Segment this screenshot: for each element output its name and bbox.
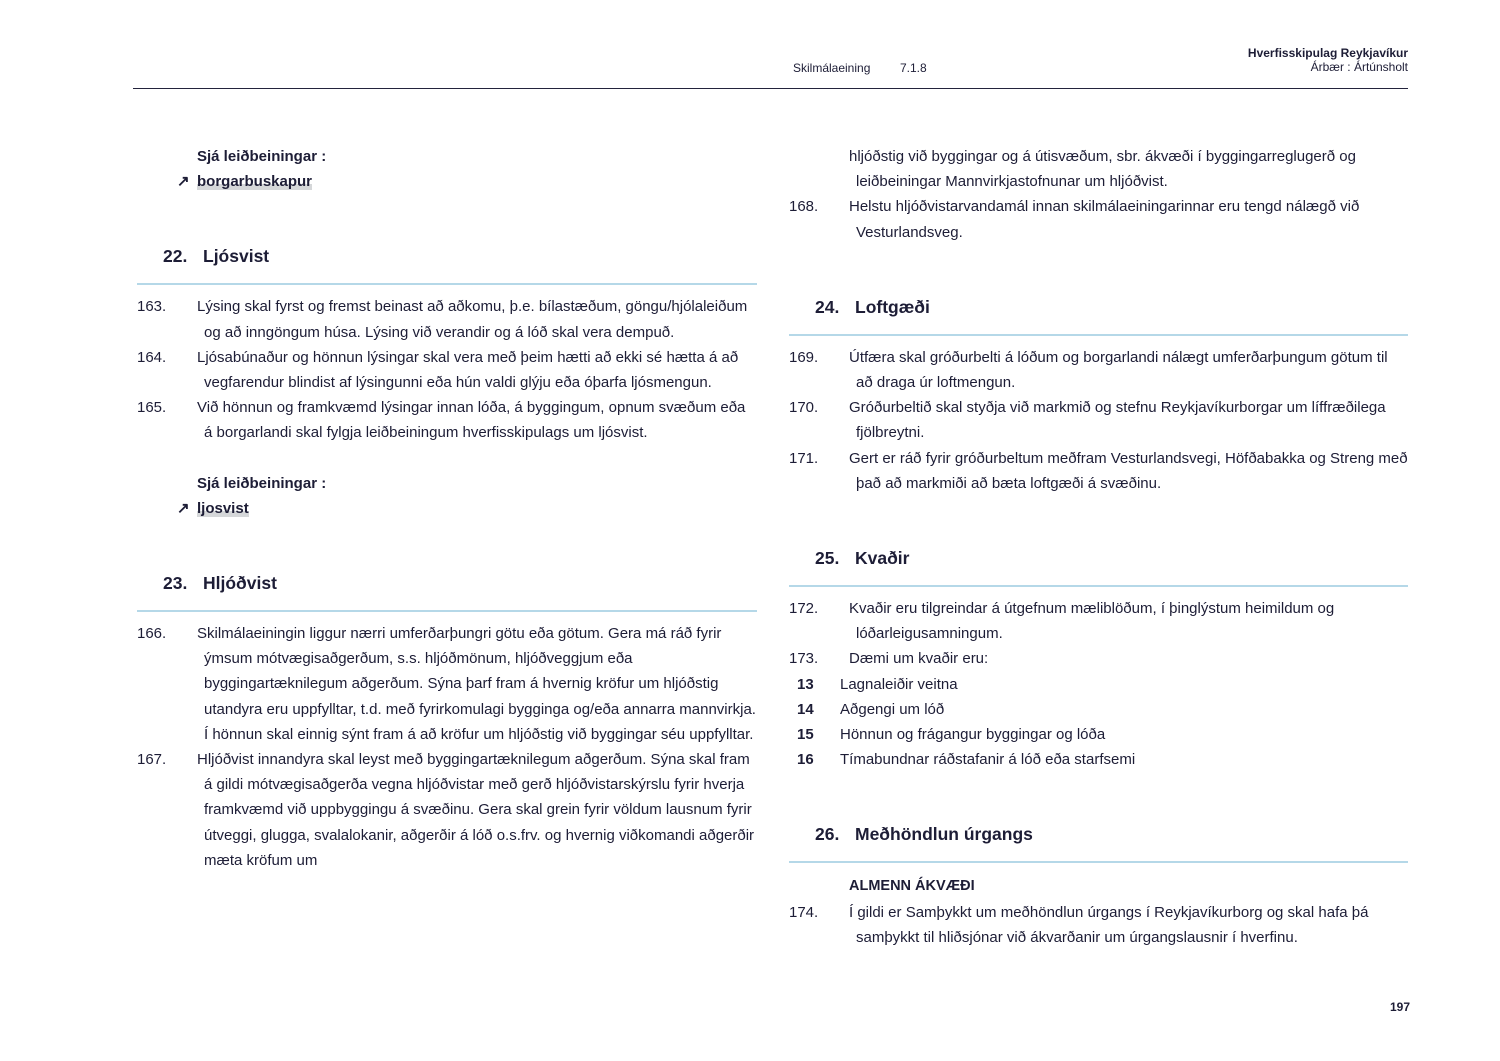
paragraph-171 [789, 446, 1408, 496]
right-column [789, 144, 1408, 950]
kvadir-number: 15 [797, 726, 814, 744]
paragraph-169 [789, 345, 1408, 395]
section-heading-25 [789, 544, 1408, 572]
kvadir-text: Lagnaleiðir veitna [840, 675, 958, 693]
paragraph-text: Í gildi er Samþykkt um meðhöndlun úrgangs í Reykjavíkurborg og skal hafa þá samþykkt til hliðsjónar við ákvarðanir um úrgangslausnir í hverfinu. [849, 903, 1369, 946]
paragraph-164 [137, 345, 757, 395]
paragraph-168 [789, 194, 1408, 244]
paragraph-text: Skilmálaeiningin liggur nærri umferðarþungri götu eða götum. Gera má ráð fyrir ýmsum mótvægisaðgerðum, s.s. hljóðmönum, hljóðveggjum eða byggingartæknilegum aðgerðum. Sýna þarf fram á hvernig kröfur um hljóðstig utandyra eru uppfylltar, t.d. með fyrirkomulagi bygginga og/eða annarra mannvirkja. Í hönnun skal einnig sýnt fram á að kröfur um hljóðstig við byggingar séu uppfylltar. [197, 625, 756, 743]
external-link-arrow-icon: ↗ [177, 499, 190, 517]
section-25-paragraphs [789, 596, 1408, 772]
section-23-paragraphs [137, 621, 757, 873]
paragraph-167-continued [789, 144, 1408, 194]
paragraph-number [789, 144, 849, 194]
page-number: 197 [1389, 1000, 1410, 1014]
section-divider [137, 610, 757, 612]
paragraph-167 [137, 747, 757, 873]
section-number: 23. [163, 573, 188, 594]
kvadir-item-14 [789, 697, 1408, 722]
kvadir-number: 16 [797, 751, 814, 769]
kvadir-text: Hönnun og frágangur byggingar og lóða [840, 726, 1106, 744]
paragraph-number: 164. [137, 348, 167, 366]
paragraph-number: 165. [137, 399, 167, 417]
paragraph-text: Gert er ráð fyrir gróðurbeltum meðfram Vesturlandsvegi, Höfðabakka og Streng með það að markmiði að bæta loftgæði á svæðinu. [849, 449, 1408, 492]
section-title: Kvaðir [855, 548, 910, 569]
external-link-arrow-icon: ↗ [177, 173, 190, 191]
link-ljosvist[interactable]: ljosvist [197, 499, 249, 517]
guidelines-link-row [177, 169, 757, 194]
section-title: Loftgæði [855, 296, 930, 317]
section-number: 22. [163, 246, 188, 267]
section-number: 26. [815, 824, 840, 845]
section-title: Meðhöndlun úrgangs [855, 824, 1033, 845]
link-borgarbuskapur[interactable]: borgarbuskapur [197, 173, 313, 191]
guidelines-link-row [177, 496, 757, 521]
paragraph-text: hljóðstig við byggingar og á útisvæðum, sbr. ákvæði í byggingarreglugerð og leiðbeiningar Mannvirkjastofnunar um hljóðvist. [849, 148, 1356, 191]
paragraph-text: Gróðurbeltið skal styðja við markmið og stefnu Reykjavíkurborgar um líffræðilega fjölbreytni. [849, 399, 1386, 442]
paragraph-number: 166. [137, 625, 167, 643]
paragraph-172 [789, 596, 1408, 646]
paragraph-174 [789, 900, 1408, 950]
paragraph-text: Útfæra skal gróðurbelti á lóðum og borgarlandi nálægt umferðarþungum götum til að draga úr loftmengun. [849, 348, 1388, 392]
kvadir-number: 14 [797, 700, 814, 718]
header-doc-info [1248, 46, 1408, 74]
kvadir-item-15 [789, 722, 1408, 747]
paragraph-number: 172. [789, 600, 819, 618]
paragraph-text: Lýsing skal fyrst og fremst beinast að aðkomu, þ.e. bílastæðum, göngu/hjólaleiðum og að inngöngum húsa. Lýsing við verandir og á lóð skal vera dempuð. [197, 298, 748, 341]
kvadir-number: 13 [797, 675, 814, 693]
kvadir-item-13 [789, 672, 1408, 697]
section-divider [789, 334, 1408, 336]
kvadir-text: Tímabundnar ráðstafanir á lóð eða starfsemi [840, 751, 1136, 769]
section-title: Ljósvist [203, 246, 270, 267]
paragraph-number: 169. [789, 348, 819, 366]
guidelines-label: Sjá leiðbeiningar : [197, 148, 327, 165]
paragraph-number: 174. [789, 903, 819, 921]
paragraph-163 [137, 294, 757, 344]
section-title: Hljóðvist [203, 573, 277, 594]
paragraph-166 [137, 621, 757, 747]
section-heading-23 [137, 569, 757, 597]
section-number: 24. [815, 296, 840, 317]
section-heading-24 [789, 293, 1408, 321]
paragraph-text: Hljóðvist innandyra skal leyst með byggingartæknilegum aðgerðum. Sýna skal fram á gildi mótvægisaðgerða vegna hljóðvistar með gerð hljóðvistarskýrslu fyrir hverja framkvæmd við uppbyggingu á svæðinu. Gera skal grein fyrir völdum lausnum fyrir útveggi, glugga, svalalokanir, aðgerðir á lóð o.s.frv. og hvernig viðkomandi aðgerðir mæta kröfum um [197, 751, 755, 869]
paragraph-number: 173. [789, 650, 819, 668]
section-26-paragraphs [789, 900, 1408, 950]
paragraph-text: Ljósabúnaður og hönnun lýsingar skal vera með þeim hætti að ekki sé hætta á að vegfarendur blindist af lýsingunni eða hún valdi glýju eða óþarfa ljósmengun. [197, 348, 739, 392]
paragraph-text: Við hönnun og framkvæmd lýsingar innan lóða, á byggingum, opnum svæðum eða á borgarlandi skal fylgja leiðbeiningum hverfisskipulags um ljósvist. [197, 399, 746, 442]
guidelines-label: Sjá leiðbeiningar : [197, 474, 327, 492]
section-22-paragraphs [137, 294, 757, 445]
paragraph-number: 168. [789, 198, 819, 216]
doc-title: Hverfisskipulag Reykjavíkur [1247, 46, 1408, 60]
header-section-label: Skilmálaeining [793, 61, 871, 75]
paragraph-165 [137, 395, 757, 445]
header-divider [133, 88, 1408, 89]
kvadir-text: Aðgengi um lóð [840, 700, 945, 718]
section-heading-26 [789, 820, 1408, 848]
section-divider [789, 861, 1408, 863]
section-24-paragraphs [789, 345, 1408, 496]
section-number: 25. [815, 548, 840, 569]
paragraph-text: Kvaðir eru tilgreindar á útgefnum mæliblöðum, í þinglýstum heimildum og lóðarleigusamningum. [849, 600, 1335, 643]
section-divider [137, 283, 757, 285]
section-heading-22 [137, 242, 757, 270]
paragraph-number: 170. [789, 399, 819, 417]
section-23-paragraphs-continued [789, 144, 1408, 245]
header-section-number: 7.1.8 [900, 61, 927, 75]
paragraph-number: 163. [137, 298, 167, 316]
doc-subtitle: Árbær : Ártúnsholt [1310, 60, 1408, 74]
section-divider [789, 585, 1408, 587]
kvadir-item-16 [789, 747, 1408, 772]
paragraph-text: Helstu hljóðvistarvandamál innan skilmálaeiningarinnar eru tengd nálægð við Vesturlandsveg. [849, 198, 1360, 241]
paragraph-text: Dæmi um kvaðir eru: [849, 650, 989, 668]
paragraph-number: 171. [789, 449, 819, 467]
paragraph-173 [789, 646, 1408, 671]
paragraph-number: 167. [137, 751, 167, 769]
paragraph-170 [789, 395, 1408, 445]
left-column [137, 144, 757, 873]
subheading-almenn-akvaedi: ALMENN ÁKVÆÐI [849, 878, 975, 895]
